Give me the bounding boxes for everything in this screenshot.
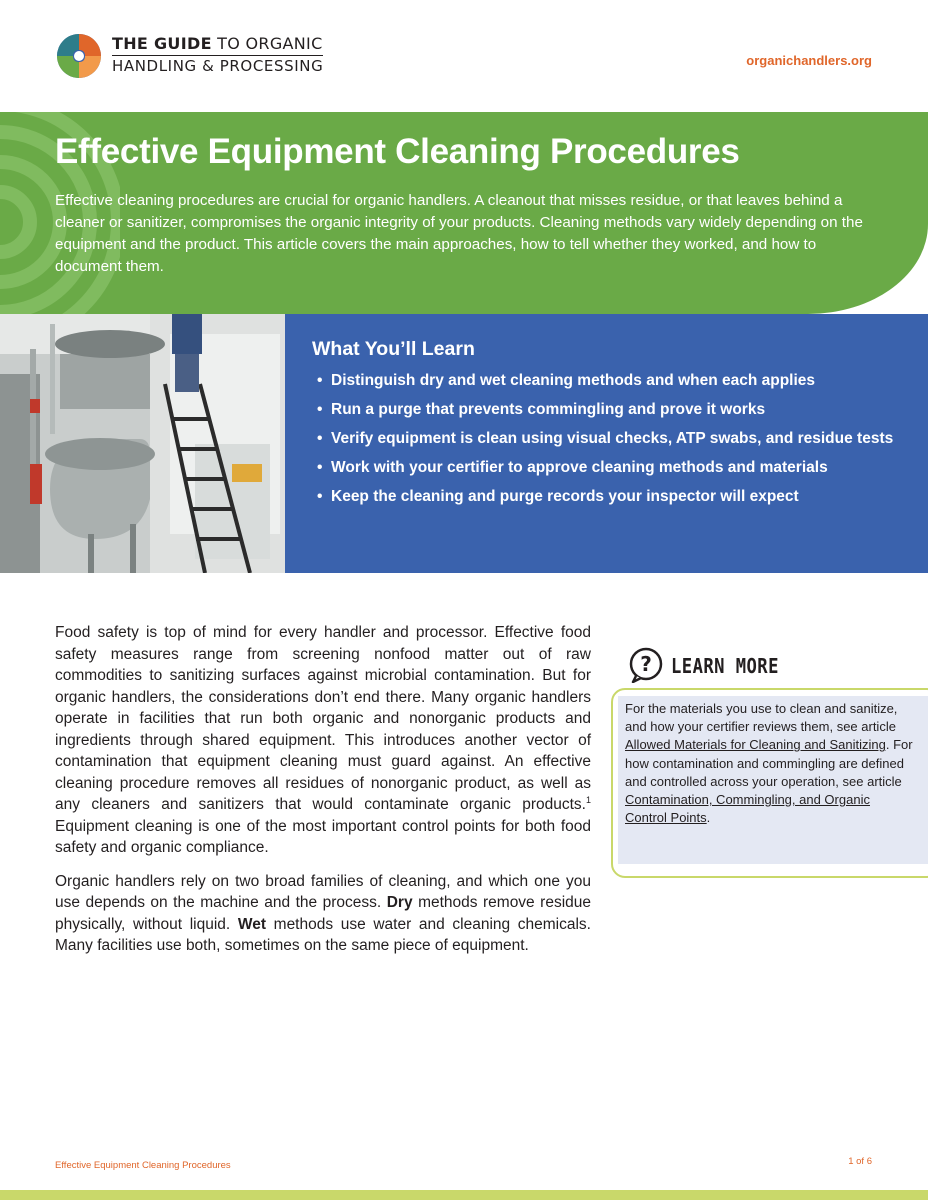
logo-subtitle: HANDLING & PROCESSING <box>112 57 324 75</box>
hero-banner <box>0 112 928 314</box>
body-paragraph-2: Organic handlers rely on two broad families of cleaning, and which one you use depends on the machine and the process. Dry methods remove residue physically, without liquid. Wet methods use water and cleaning chemicals. Many facilities use both, sometimes on the same piece of equipment. <box>55 872 592 954</box>
footer-bar <box>0 1190 928 1200</box>
list-item: • Work with your certifier to approve cleaning methods and materials <box>312 457 902 478</box>
learn-more-header <box>628 647 828 685</box>
site-url-link[interactable]: organichandlers.org <box>746 53 872 68</box>
page-title: Effective Equipment Cleaning Procedures <box>55 132 740 171</box>
body-paragraph-1: Food safety is top of mind for every handler and processor. Effective food safety measures range from screening nonfood matter out of raw commodities to sanitizing surfaces against microbial contamination. But for organic handlers, the considerations don’t end there. Many organic handlers operate in facilities that run both organic and nonorganic products and ingredients through shared equipment. This introduces another vector of contamination that equipment cleaning must guard against. An effective cleaning procedure removes all residues of nonorganic product, as well as any cleaners and sanitizers that would contaminate organic products.$^1$ Equipment cleaning is one of the most important control points for both food safety and organic compliance. <box>55 624 591 856</box>
list-item: • Run a purge that prevents commingling and prove it works <box>312 399 902 420</box>
processing-equipment-illustration <box>0 314 285 573</box>
svg-text:?: ? <box>640 652 652 676</box>
learn-more-text: For the materials you use to clean and sanitize, and how your certifier reviews them, see article Allowed Materials for Cleaning and Sanitizing. For how contamination and commingling are defined and controlled across your operation, see article Contamination, Commingling, and Organic Control Points. <box>625 701 913 826</box>
link-contamination-commingling[interactable]: Contamination, Commingling, and Organic Control Points <box>625 792 870 826</box>
body-text <box>55 622 591 969</box>
footer-doc-title: Effective Equipment Cleaning Procedures <box>55 1160 231 1171</box>
equipment-photo <box>0 314 285 573</box>
list-item: • Distinguish dry and wet cleaning methods and when each applies <box>312 370 902 391</box>
learn-more-title: LEARN MORE <box>671 654 779 678</box>
learn-heading: What You’ll Learn <box>312 338 475 360</box>
intro-paragraph: Effective cleaning procedures are crucial for organic handlers. A cleanout that misses residue, or that leaves behind a cleaner or sanitizer, compromises the organic integrity of your products. Cleaning methods vary widely depending on the equipment and the product. This article covers the main approaches, how to tell whether they worked, and how to document them. <box>55 192 863 275</box>
term-wet: Wet <box>237 915 267 933</box>
what-youll-learn-panel <box>285 314 928 573</box>
page-number: 1 of 6 <box>848 1156 872 1167</box>
logo <box>55 32 345 80</box>
footnote-ref[interactable]: 1 <box>585 794 591 805</box>
list-item: • Verify equipment is clean using visual checks, ATP swabs, and residue tests <box>312 428 902 449</box>
learn-list <box>312 370 902 515</box>
term-dry: Dry <box>386 894 413 911</box>
logo-title-bold: THE GUIDE <box>112 34 212 53</box>
puzzle-globe-icon <box>55 32 103 80</box>
logo-title-rest: TO ORGANIC <box>211 34 323 53</box>
question-mark-icon <box>628 647 664 683</box>
list-item: • Keep the cleaning and purge records your inspector will expect <box>312 486 902 507</box>
link-allowed-materials[interactable]: Allowed Materials for Cleaning and Sanitizing <box>625 737 886 753</box>
